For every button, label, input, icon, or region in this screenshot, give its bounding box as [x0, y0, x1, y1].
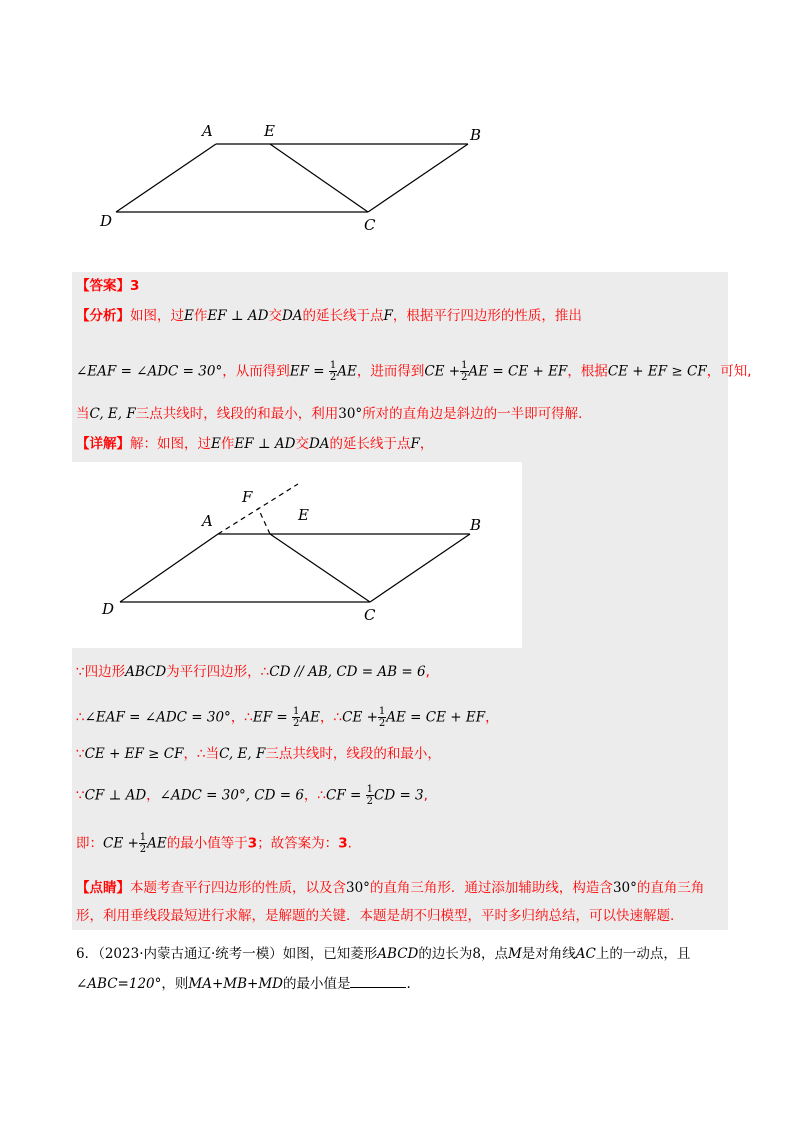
text: 三点共线时，线段的和最小，利用	[135, 406, 339, 422]
math: E	[211, 436, 221, 452]
text: 作	[220, 436, 235, 452]
answer-line	[76, 276, 139, 296]
math: C, E, F	[89, 406, 136, 422]
step-5	[76, 832, 352, 855]
math: CE + EF ≥ CF	[84, 746, 184, 762]
math: CE +	[342, 709, 378, 726]
label-C: C	[364, 606, 376, 624]
text: 即：	[76, 835, 103, 852]
math: CE + EF ≥ CF	[607, 363, 707, 380]
label-B: B	[470, 516, 482, 534]
math: CE +	[103, 835, 139, 852]
math: DA	[281, 308, 303, 324]
text: .	[406, 976, 411, 992]
text: 本题考查平行四边形的性质，以及含	[130, 880, 346, 896]
text: ，∴	[320, 709, 343, 726]
parallelogram-with-perpendicular-figure	[72, 462, 522, 648]
fraction: $\frac{1}{2}$	[329, 360, 337, 383]
math: F	[383, 308, 393, 324]
text: ∵	[76, 787, 85, 804]
step-1	[76, 662, 430, 682]
text: 如图，过	[130, 308, 184, 324]
math: ∠EAF = ∠ADC = 30°	[84, 709, 231, 726]
answer-tag: 【答案】	[76, 278, 130, 294]
analysis-tag: 【分析】	[76, 308, 130, 324]
label-E: E	[298, 506, 309, 524]
parallelogram-figure	[88, 112, 508, 242]
step-2	[76, 706, 499, 729]
label-F: F	[242, 488, 253, 506]
question-source: （2023·内蒙古通辽·统考一模）	[98, 946, 283, 962]
math: EF =	[252, 709, 288, 726]
analysis-line-2	[76, 360, 752, 383]
text: 作	[193, 308, 208, 324]
math: AC	[575, 946, 596, 962]
label-D: D	[100, 212, 113, 230]
math: 30°	[338, 406, 363, 422]
math: 30°	[346, 880, 370, 896]
text: ,	[423, 787, 428, 804]
text: 的最小值是	[282, 976, 351, 992]
math: AE = CE + EF	[386, 709, 486, 726]
label-E: E	[264, 122, 275, 140]
math: CD = 3	[374, 787, 424, 804]
text: ，∴	[230, 709, 253, 726]
text: 当	[76, 406, 90, 422]
label-B: B	[470, 126, 482, 144]
text: .	[347, 835, 352, 852]
text: 所对的直角边是斜边的一半即可得解.	[362, 406, 583, 422]
math: DA	[308, 436, 330, 452]
math: M	[507, 946, 522, 962]
math: CF ⊥ AD	[84, 787, 147, 804]
math: AE = CE + EF	[468, 363, 568, 380]
step-4	[76, 784, 428, 807]
math: F	[410, 436, 420, 452]
value: 3	[247, 835, 258, 852]
text: ∵	[76, 746, 85, 762]
text: 解：如图，过	[130, 436, 211, 452]
text: ，	[485, 709, 499, 726]
text: 交	[295, 436, 309, 452]
step-3	[76, 744, 441, 764]
text: ；故答案为：	[257, 835, 339, 852]
text: 的边长为8，点	[418, 946, 508, 962]
text: ，∴	[303, 787, 327, 804]
label-C: C	[364, 216, 376, 234]
fraction: $\frac{1}{2}$	[139, 832, 147, 855]
text: 如图，已知菱形	[282, 946, 378, 962]
text: 的延长线于点	[329, 436, 411, 452]
text: ∵四边形	[76, 664, 126, 680]
fraction: $\frac{1}{2}$	[293, 706, 300, 729]
question-6-line-1	[76, 942, 690, 962]
detail-intro	[76, 434, 433, 454]
label-D: D	[102, 600, 115, 618]
text: ,	[425, 664, 430, 680]
text: ，根据	[567, 363, 608, 380]
comment-line-1	[76, 878, 704, 898]
comment-line-2	[76, 906, 674, 926]
text: ，进而得到	[356, 363, 425, 380]
math: CD // AB, CD = AB = 6	[269, 664, 426, 680]
value: 3	[338, 835, 348, 852]
text: ，可知,	[706, 363, 752, 380]
text: 的最小值等于	[166, 835, 248, 852]
math: ABCD	[377, 946, 419, 962]
analysis-line-1	[76, 306, 582, 326]
text: 上的一动点，且	[595, 946, 691, 962]
text: 为平行四边形，∴	[166, 664, 270, 680]
text: 的延长线于点	[302, 308, 384, 324]
fraction: $\frac{1}{2}$	[461, 360, 468, 383]
math: E	[184, 308, 194, 324]
math: AE	[337, 363, 357, 380]
math: 30°	[612, 880, 637, 896]
math: EF =	[289, 363, 325, 380]
text: ，根据平行四边形的性质，推出	[392, 308, 582, 324]
text: 三点共线时，线段的和最小，	[265, 746, 441, 762]
math: CF =	[326, 787, 362, 804]
answer-value: 3	[130, 278, 140, 294]
math: MA+MB+MD	[188, 976, 283, 992]
answer-blank[interactable]	[350, 975, 406, 988]
fraction: $\frac{1}{2}$	[378, 706, 386, 729]
text: ∴	[76, 709, 85, 726]
label-A: A	[202, 122, 213, 140]
text: ，	[146, 787, 160, 804]
math: EF ⊥ AD	[207, 308, 269, 324]
text: ，	[419, 436, 434, 452]
math: ABCD	[125, 664, 167, 680]
analysis-line-3	[76, 404, 582, 424]
math: AE	[147, 835, 167, 852]
math: ∠ABC=120°	[76, 976, 162, 992]
text: ，则	[161, 976, 189, 992]
text: 的直角三角	[636, 880, 705, 896]
detail-tag: 【详解】	[76, 436, 130, 452]
text: 是对角线	[521, 946, 576, 962]
text: ，从而得到	[222, 363, 290, 380]
math: AE	[300, 709, 321, 726]
comment-tag: 【点睛】	[76, 880, 130, 896]
solution-shaded-area-2	[522, 462, 728, 648]
fraction: $\frac{1}{2}$	[366, 784, 373, 807]
text: 形，利用垂线段最短进行求解，是解题的关键．本题是胡不归模型，平时多归纳总结，可以快速解题.	[76, 908, 675, 924]
math: C, E, F	[219, 746, 266, 762]
math: ∠ADC = 30°, CD = 6	[159, 787, 304, 804]
text: 的直角三角形．通过添加辅助线，构造含	[369, 880, 613, 896]
math: CE +	[424, 363, 461, 380]
label-A: A	[202, 512, 213, 530]
math: EF ⊥ AD	[234, 436, 296, 452]
math: ∠EAF = ∠ADC = 30°	[76, 363, 223, 380]
question-number: 6．	[76, 946, 99, 962]
text: ，∴当	[183, 746, 220, 762]
text: 交	[268, 308, 282, 324]
question-6-line-2	[76, 972, 411, 992]
